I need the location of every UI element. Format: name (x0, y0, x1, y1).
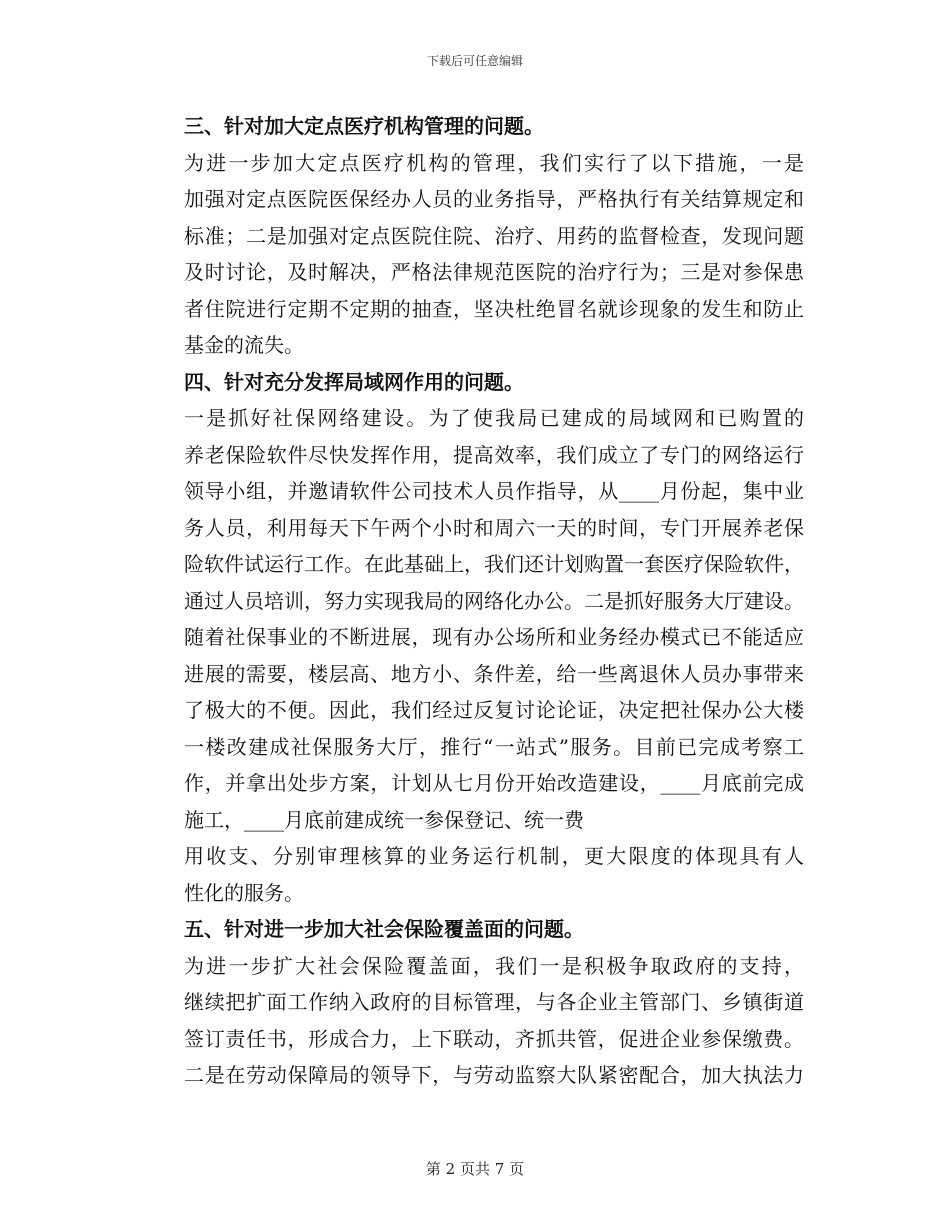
text-line: 施工，____月底前建成统一参保登记、统一费 (184, 807, 584, 832)
text-line: 用收支、分别审理核算的业务运行机制，更大限度的体现具有人 (184, 844, 804, 868)
text-line: 基金的流失。 (184, 333, 304, 357)
text-line: 性化的服务。 (184, 880, 304, 905)
section-heading-4: 四、针对充分发挥局域网作用的问题。 (184, 369, 524, 394)
text-line: 加强对定点医院医保经办人员的业务指导，严格执行有关结算规定和 (184, 187, 804, 211)
text-line: 及时讨论，及时解决，严格法律规范医院的治疗行为；三是对参保患 (184, 260, 804, 284)
text-line: 随着社保事业的不断进展，现有办公场所和业务经办模式已不能适应 (184, 625, 804, 649)
text-line: 作，并拿出处步方案，计划从七月份开始改造建设，____月底前完成 (184, 771, 804, 795)
text-line: 二是在劳动保障局的领导下，与劳动监察大队紧密配合，加大执法力 (184, 1063, 804, 1087)
text-line: 为进一步扩大社会保险覆盖面，我们一是积极争取政府的支持， (184, 953, 804, 978)
text-line: 一是抓好社保网络建设。为了使我局已建成的局域网和已购置的 (184, 406, 804, 430)
text-line: 了极大的不便。因此，我们经过反复讨论论证，决定把社保办公大楼 (184, 698, 804, 722)
paragraph-3-1 (144, 145, 804, 364)
text-line: 险软件试运行工作。在此基础上，我们还计划购置一套医疗保险软件， (184, 552, 804, 576)
text-line: 签订责任书，形成合力，上下联动，齐抓共管，促进企业参保缴费。 (184, 1026, 804, 1051)
page-footer: 第 2 页共 7 页 (425, 1160, 525, 1178)
section-heading-5: 五、针对进一步加大社会保险覆盖面的问题。 (184, 917, 584, 941)
page-header: 下载后可任意编辑 (426, 54, 523, 68)
text-line: 为进一步加大定点医疗机构的管理，我们实行了以下措施，一是 (184, 150, 804, 175)
text-line: 养老保险软件尽快发挥作用，提高效率，我们成立了专门的网络运行 (184, 442, 804, 467)
section-heading-3: 三、针对加大定点医疗机构管理的问题。 (184, 114, 544, 138)
text-line: 务人员，利用每天下午两个小时和周六一天的时间，专门开展养老保 (184, 515, 804, 540)
text-line: 一楼改建成社保服务大厅，推行“一站式”服务。目前已完成考察工 (184, 734, 804, 759)
text-line: 者住院进行定期不定期的抽查，坚决杜绝冒名就诊现象的发生和防止 (184, 296, 804, 321)
paragraph-5-1 (144, 948, 804, 1094)
paragraph-4-1 (144, 400, 804, 838)
text-line: 通过人员培训，努力实现我局的网络化办公。二是抓好服务大厅建设。 (184, 588, 804, 613)
text-line: 继续把扩面工作纳入政府的目标管理，与各企业主管部门、乡镇街道 (184, 990, 804, 1014)
document-body (144, 108, 804, 1094)
text-line: 领导小组，并邀请软件公司技术人员作指导，从____月份起，集中业 (184, 479, 804, 503)
text-line: 进展的需要，楼层高、地方小、条件差，给一些离退休人员办事带来 (184, 661, 804, 686)
paragraph-4-2 (144, 838, 804, 911)
text-line: 标准；二是加强对定点医院住院、治疗、用药的监督检查，发现问题 (184, 223, 804, 248)
